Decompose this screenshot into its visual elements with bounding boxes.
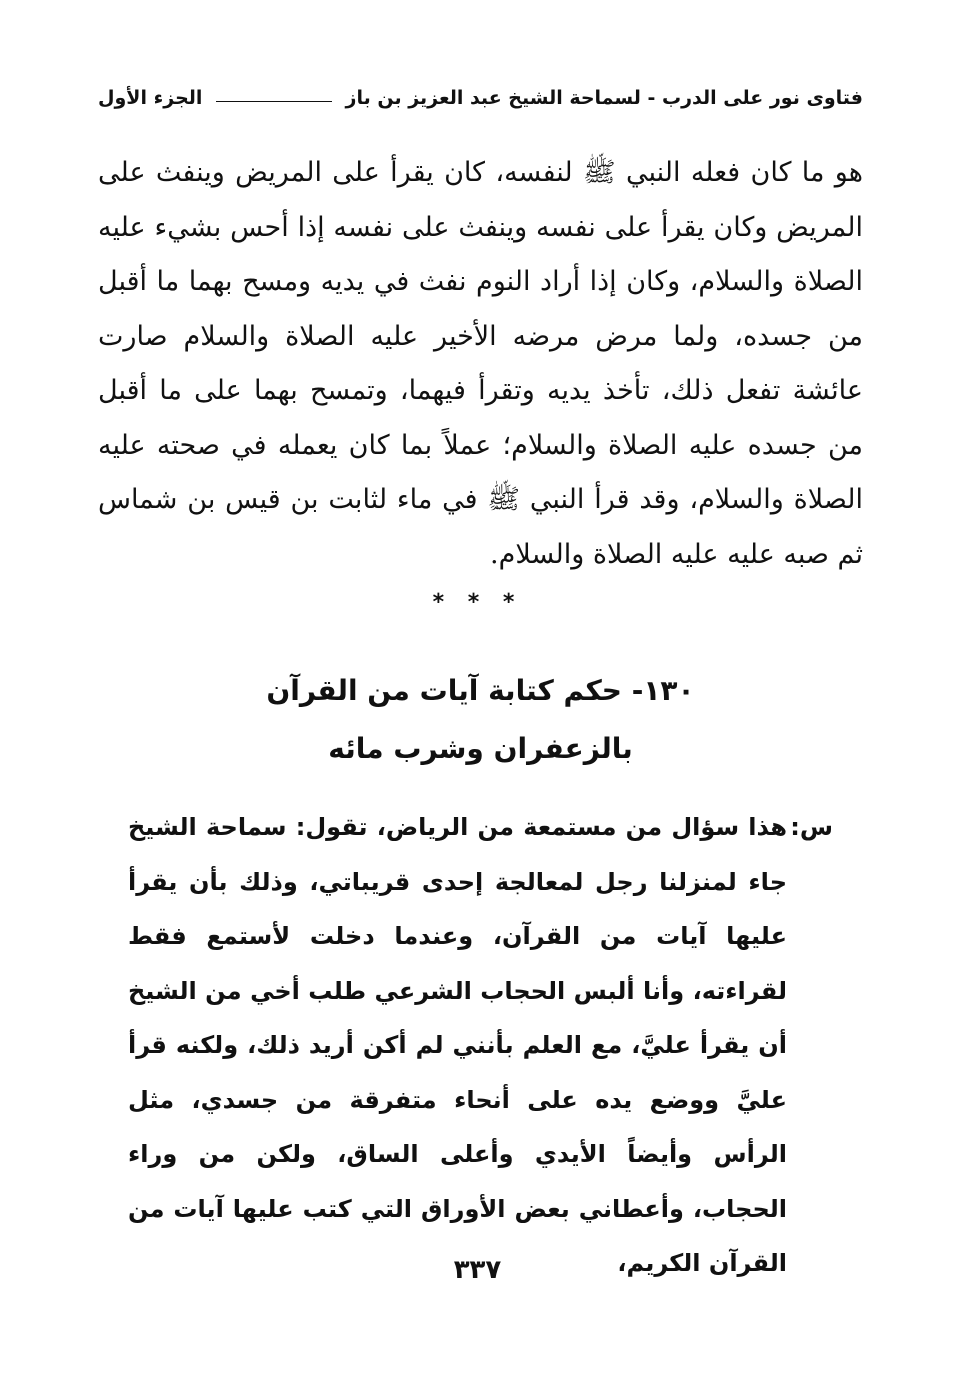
section-separator: * * * bbox=[432, 590, 523, 615]
fatwa-heading-line-1: ١٣٠- حكم كتابة آيات من القرآن bbox=[266, 674, 695, 707]
fatwa-heading bbox=[98, 662, 863, 778]
book-title: فتاوى نور على الدرب - لسماحة الشيخ عبد العزيز بن باز bbox=[345, 87, 863, 109]
fatwa-heading-line-2: بالزعفران وشرب مائه bbox=[328, 732, 633, 765]
question-prefix: س: bbox=[790, 813, 833, 841]
running-header bbox=[98, 78, 863, 118]
volume-label: الجزء الأول bbox=[98, 87, 203, 109]
header-rule bbox=[216, 101, 331, 102]
question-block bbox=[128, 800, 833, 1291]
question-text: هذا سؤال من مستمعة من الرياض، تقول: سماحة الشيخ جاء لمنزلنا رجل لمعالجة إحدى قريباتي، وذلك بأن يقرأ عليها آيات من القرآن، وعندما دخلت لأستمع فقط لقراءته، وأنا ألبس الحجاب الشرعي طلب أخي من الشيخ أن يقرأ عليَّ، مع العلم بأنني لم أكن أريد ذلك، ولكنه قرأ عليَّ ووضع يده على أنحاء متفرقة من جسدي، مثل الرأس وأيضاً الأيدي وأعلى الساق، ولكن من وراء الحجاب، وأعطاني بعض الأوراق التي كتب عليها آيات من القرآن الكريم، bbox=[128, 813, 787, 1277]
page-number: ٣٣٧ bbox=[453, 1255, 502, 1285]
previous-answer-paragraph: هو ما كان فعله النبي ﷺ لنفسه، كان يقرأ على المريض وينفث على المريض وكان يقرأ على نفسه وينفث على نفسه إذا أحس بشيء عليه الصلاة والسلام، وكان إذا أراد النوم نفث في يديه ومسح بهما ما أقبل من جسده، ولما مرض مرضه الأخير عليه الصلاة والسلام صارت عائشة تفعل ذلك، تأخذ يديه وتقرأ فيهما، وتمسح بهما على ما أقبل من جسده عليه الصلاة والسلام؛ عملاً بما كان يعمله في صحته عليه الصلاة والسلام، وقد قرأ النبي ﷺ في ماء لثابت بن قيس بن شماس ثم صبه عليه عليه الصلاة والسلام. bbox=[98, 157, 863, 570]
